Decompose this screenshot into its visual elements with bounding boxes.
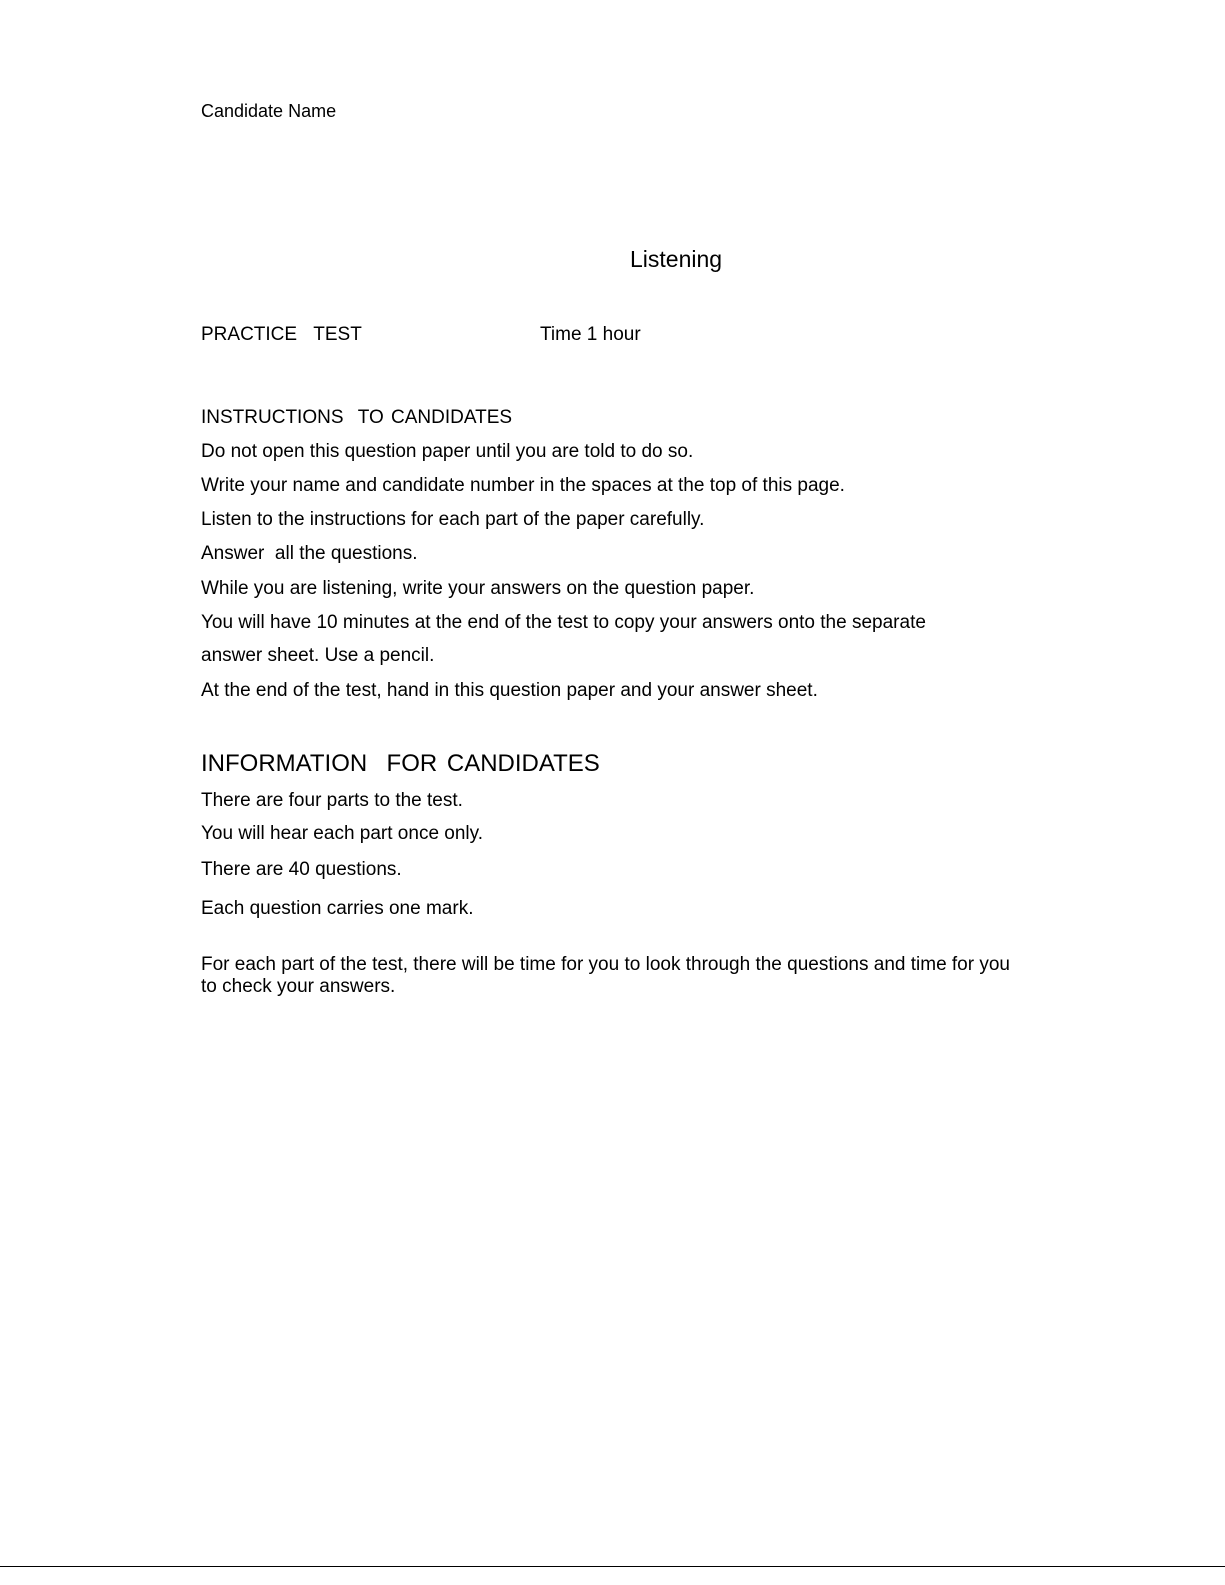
instruction-line: Answer all the questions. xyxy=(201,543,418,564)
instruction-line: Do not open this question paper until you are told to do so. xyxy=(201,441,694,462)
instruction-line: answer sheet. Use a pencil. xyxy=(201,645,435,666)
instructions-heading: INSTRUCTIONS TO CANDIDATES xyxy=(201,407,513,428)
information-heading: INFORMATION FOR CANDIDATES xyxy=(201,750,600,777)
information-line: There are four parts to the test. xyxy=(201,790,463,811)
instruction-line: You will have 10 minutes at the end of the test to copy your answers onto the separate xyxy=(201,612,926,633)
candidate-name-label: Candidate Name xyxy=(201,101,337,121)
information-line: There are 40 questions. xyxy=(201,859,402,880)
paper-title: Listening xyxy=(630,246,723,272)
test-type-label: PRACTICE TEST xyxy=(201,324,362,345)
information-line: Each question carries one mark. xyxy=(201,898,474,919)
test-time-label: Time 1 hour xyxy=(540,324,641,345)
page-bottom-divider xyxy=(0,1566,1225,1567)
instruction-line: At the end of the test, hand in this question paper and your answer sheet. xyxy=(201,680,818,701)
instruction-line: Listen to the instructions for each part of the paper carefully. xyxy=(201,509,705,530)
instruction-line: Write your name and candidate number in the spaces at the top of this page. xyxy=(201,475,845,496)
information-line: You will hear each part once only. xyxy=(201,823,484,844)
instruction-line: While you are listening, write your answers on the question paper. xyxy=(201,578,755,599)
information-paragraph: For each part of the test, there will be time for you to look through the questions and time for you to check your answers. xyxy=(201,954,1010,997)
